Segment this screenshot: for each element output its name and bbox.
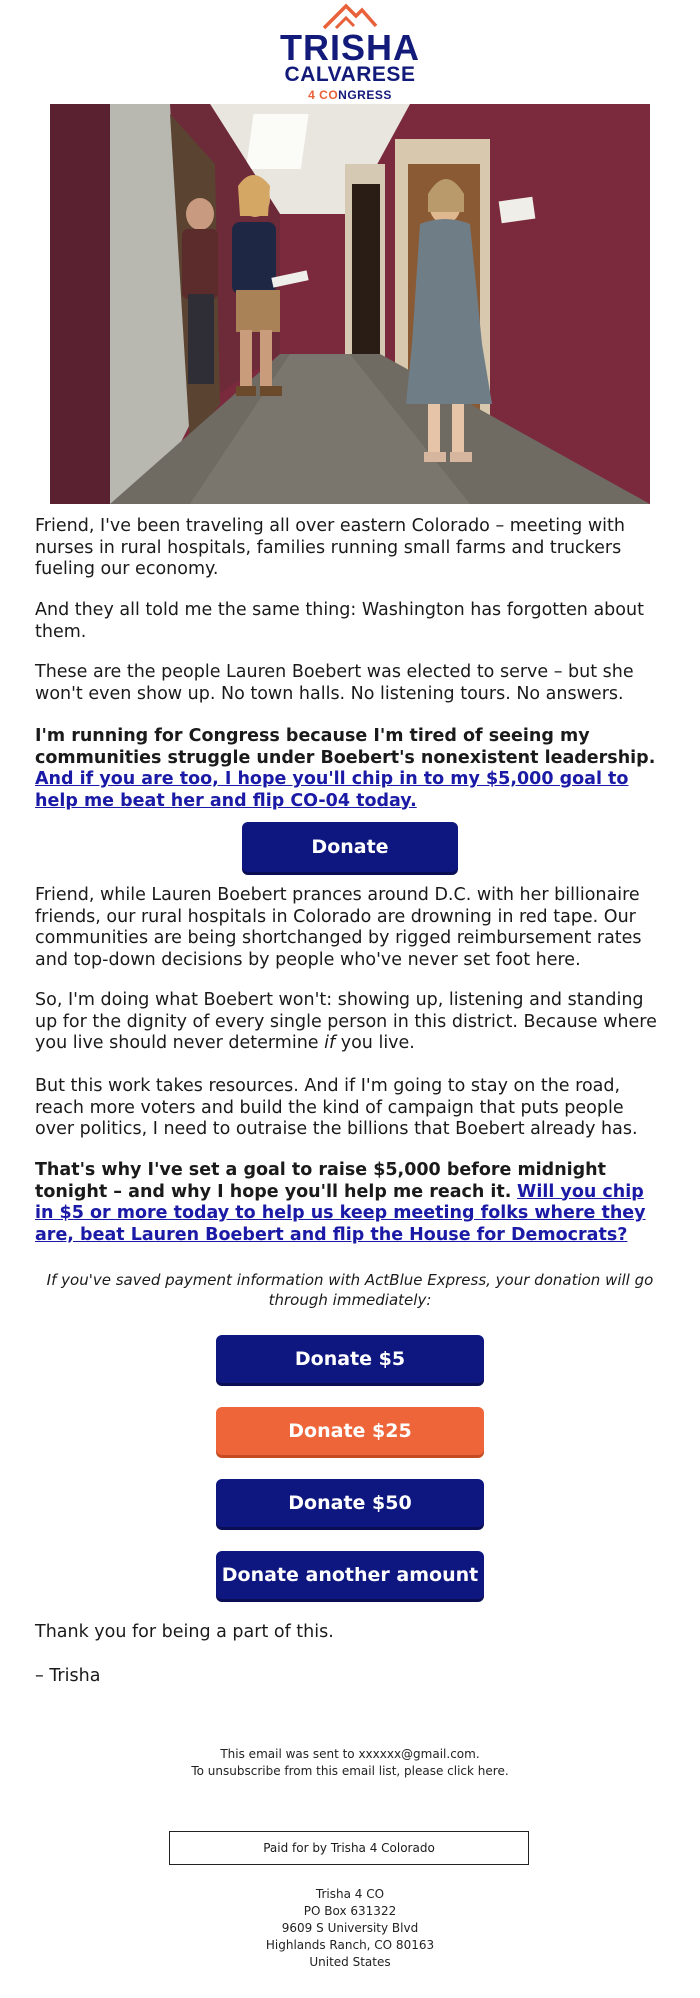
footer-address-line-3: 9609 S University Blvd xyxy=(281,1921,419,1935)
mountain-icon xyxy=(320,2,380,30)
footer-sent-to: This email was sent to xxxxxx@gmail.com. xyxy=(220,1747,480,1761)
campaign-logo xyxy=(0,0,700,104)
middle-p3-text: But this work takes resources. And if I'm going to stay on the road, reach more voters and build the kind of campaign that puts people over politics, I need to outraise the billions that Boebert already has. xyxy=(35,1076,638,1139)
footer-address-line-1: Trisha 4 CO xyxy=(315,1887,385,1901)
middle-paragraph-1 xyxy=(35,885,665,971)
logo-first-name: TRISHA xyxy=(280,27,420,68)
middle-p2-em: if xyxy=(324,1033,336,1053)
donate-other-amount-button[interactable]: Donate another amount xyxy=(216,1551,484,1599)
middle-paragraph-2 xyxy=(35,990,665,1055)
middle-donate-link[interactable]: Will you chip in $5 or more today to help us keep meeting folks where they are, beat Lauren Boebert and flip the House for Democrats? xyxy=(35,1181,646,1245)
footer-address-line-5: United States xyxy=(309,1955,391,1969)
footer-address-line-4: Highlands Ranch, CO 80163 xyxy=(265,1938,435,1952)
intro-p3-text: These are the people Lauren Boebert was elected to serve – but she won't even show up. No town halls. No listening tours. No answers. xyxy=(35,662,634,704)
logo-tagline-accent: 4 CO xyxy=(308,88,339,102)
hero-photo xyxy=(50,104,650,504)
intro-donate-link[interactable]: And if you are too, I hope you'll chip in to my $5,000 goal to help me beat her and flip CO-04 today. xyxy=(35,769,629,811)
intro-p4-bold: I'm running for Congress because I'm tired of seeing my communities struggle under Boebert's nonexistent leadership. xyxy=(35,726,656,768)
paid-for-disclaimer: Paid for by Trisha 4 Colorado xyxy=(169,1831,529,1865)
intro-p1-text: Friend, I've been traveling all over eastern Colorado – meeting with nurses in rural hospitals, families running small farms and truckers fueling our economy. xyxy=(35,516,625,579)
logo-tagline-rest: NGRESS xyxy=(338,88,392,102)
donate-button[interactable]: Donate xyxy=(242,822,458,872)
intro-paragraph-2 xyxy=(35,600,665,643)
footer-unsubscribe[interactable] xyxy=(0,1763,700,1779)
unsubscribe-link[interactable]: To unsubscribe from this email list, please click here. xyxy=(191,1764,509,1778)
hallway-illustration xyxy=(50,104,650,504)
donate-25-button[interactable]: Donate $25 xyxy=(216,1407,484,1455)
donate-5-button[interactable]: Donate $5 xyxy=(216,1335,484,1383)
intro-p2-text: And they all told me the same thing: Washington has forgotten about them. xyxy=(35,600,644,642)
logo-tagline xyxy=(0,88,700,102)
intro-paragraph-1 xyxy=(35,516,665,581)
donate-50-button[interactable]: Donate $50 xyxy=(216,1479,484,1527)
middle-p1-text: Friend, while Lauren Boebert prances around D.C. with her billionaire friends, our rural hospitals in Colorado are drowning in red tape. Our communities are being shortchanged by rigged reimbursement rates and top-down decisions by people who've never set foot here. xyxy=(35,885,642,970)
closing-signature: – Trisha xyxy=(35,1666,101,1686)
actblue-express-note: If you've saved payment information with ActBlue Express, your donation will go through immediately: xyxy=(46,1271,654,1309)
intro-paragraph-4 xyxy=(35,726,665,812)
footer-address-line-2: PO Box 631322 xyxy=(303,1904,397,1918)
closing-thanks: Thank you for being a part of this. xyxy=(35,1622,334,1642)
middle-paragraph-3 xyxy=(35,1076,665,1141)
intro-paragraph-3 xyxy=(35,662,665,705)
logo-last-name: CALVARESE xyxy=(284,63,416,86)
middle-p4-bold: That's why I've set a goal to raise $5,000 before midnight tonight – and why I hope you'll help me reach it. xyxy=(35,1160,607,1202)
middle-paragraph-4 xyxy=(35,1160,665,1246)
middle-p2-b: you live. xyxy=(335,1033,415,1053)
middle-p2-a: So, I'm doing what Boebert won't: showing up, listening and standing up for the dignity of every single person in this district. Because where you live should never determine xyxy=(35,990,657,1053)
